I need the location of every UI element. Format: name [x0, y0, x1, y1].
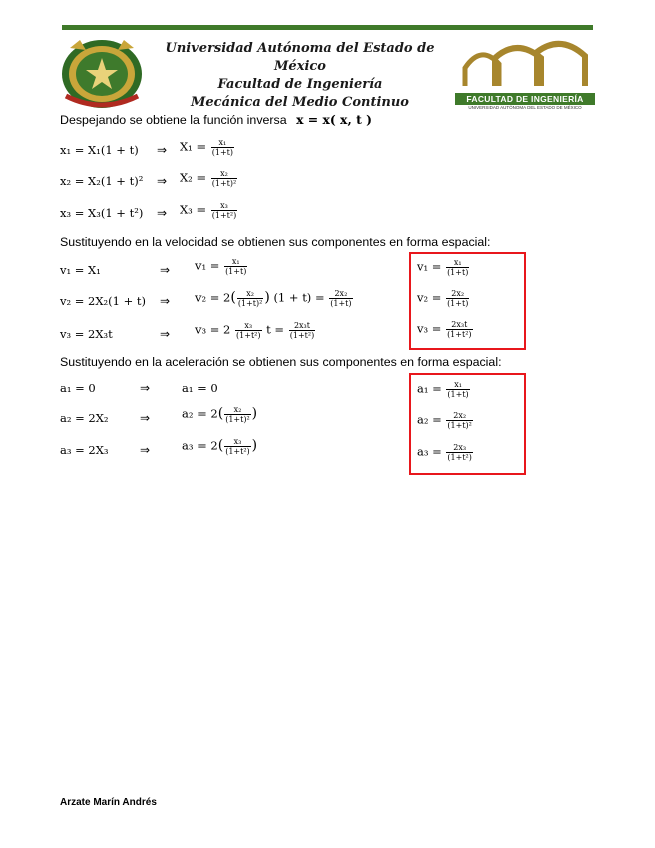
section-velocity-heading: Sustituyendo en la velocidad se obtienen sus componentes en forma espacial:	[60, 235, 491, 249]
acceleration-box-row-3: a₃ = $\frac{\text{2x₃}}{\text{(1+t²)}}$	[417, 443, 472, 462]
velocity-row-3-right: v₃ = 2 $\frac{\text{x₃}}{\text{(1+t²)}}$ t = $\frac{\text{2x₃t}}{\text{(1+t²)}}$	[195, 321, 315, 340]
faculty-name: Facultad de Ingeniería	[217, 77, 383, 92]
inverse-function-formula: x = x( x, t )	[296, 112, 372, 127]
faculty-logo-banner: FACULTAD DE INGENIERÍA	[455, 93, 595, 105]
section-acceleration-heading: Sustituyendo en la aceleración se obtienen sus componentes en forma espacial:	[60, 355, 502, 369]
acceleration-row-3-left: a₃ = 2X₃	[60, 443, 109, 457]
velocity-row-3-left: v₃ = 2X₃t	[60, 327, 113, 341]
implies-arrow: ⇒	[160, 294, 171, 308]
faculty-arches-icon	[455, 38, 595, 88]
inverse-row-3-left: x₃ = X₃(1 + t²)	[60, 206, 144, 220]
implies-arrow: ⇒	[160, 327, 171, 341]
velocity-row-1-left: v₁ = X₁	[60, 263, 101, 277]
header-titles	[150, 40, 450, 112]
implies-arrow: ⇒	[157, 206, 168, 220]
velocity-row-1-right: v₁ = $\frac{\text{x₁}}{(1+t)}$	[195, 257, 247, 276]
acceleration-box-row-2: a₂ = $\frac{\text{2x₂}}{\text{(1+t)²}}$	[417, 411, 472, 430]
inverse-row-1-right: X₁ = $\frac{\text{x₁}}{(1+t)}$	[180, 138, 233, 157]
velocity-box-row-2: v₂ = $\frac{\text{2x₂}}{(1+t)}$	[417, 289, 469, 308]
author-footer: Arzate Marín Andrés	[60, 797, 157, 808]
implies-arrow: ⇒	[157, 174, 168, 188]
inverse-row-1-left: x₁ = X₁(1 + t)	[60, 143, 139, 157]
implies-arrow: ⇒	[157, 143, 168, 157]
acceleration-row-1-left: a₁ = 0	[60, 381, 96, 395]
section-inverse-text: Despejando se obtiene la función inversa	[60, 113, 287, 127]
section-inverse-heading	[60, 112, 372, 127]
velocity-box-row-3: v₃ = $\frac{\text{2x₃t}}{\text{(1+t²)}}$	[417, 320, 472, 339]
acceleration-row-2-right: a₂ = 2( $\frac{\text{x₂}}{\text{(1+t)²}}$ )	[182, 405, 258, 424]
course-name: Mecánica del Medio Continuo	[191, 95, 409, 110]
inverse-row-2-right: X₂ = $\frac{\text{x₂}}{\text{(1+t)²}}$	[180, 169, 237, 188]
acceleration-row-3-right: a₃ = 2( $\frac{\text{x₃}}{\text{(1+t²)}}$ )	[182, 437, 258, 456]
inverse-row-2-left: x₂ = X₂(1 + t)²	[60, 174, 144, 188]
inverse-row-3-right: X₃ = $\frac{\text{x₃}}{\text{(1+t²)}}$	[180, 201, 237, 220]
acceleration-box-row-1: a₁ = $\frac{\text{x₁}}{(1+t)}$	[417, 380, 469, 399]
faculty-logo	[455, 38, 595, 110]
velocity-box-row-1: v₁ = $\frac{\text{x₁}}{(1+t)}$	[417, 258, 469, 277]
implies-arrow: ⇒	[140, 381, 151, 395]
faculty-logo-subtitle: UNIVERSIDAD AUTÓNOMA DEL ESTADO DE MÉXICO	[468, 105, 582, 110]
velocity-row-2-left: v₂ = 2X₂(1 + t)	[60, 294, 147, 308]
implies-arrow: ⇒	[140, 411, 151, 425]
university-name: Universidad Autónoma del Estado de México	[165, 41, 435, 74]
header-top-bar	[62, 25, 593, 30]
velocity-row-2-right: v₂ = 2( $\frac{\text{x₂}}{\text{(1+t)²}}$ ) (1 + t) = $\frac{\text{2x₂}}{(1+t)}$	[195, 289, 352, 308]
acceleration-row-1-right: a₁ = 0	[182, 381, 218, 395]
university-seal-logo	[56, 34, 148, 112]
implies-arrow: ⇒	[140, 443, 151, 457]
acceleration-row-2-left: a₂ = 2X₂	[60, 411, 109, 425]
implies-arrow: ⇒	[160, 263, 171, 277]
